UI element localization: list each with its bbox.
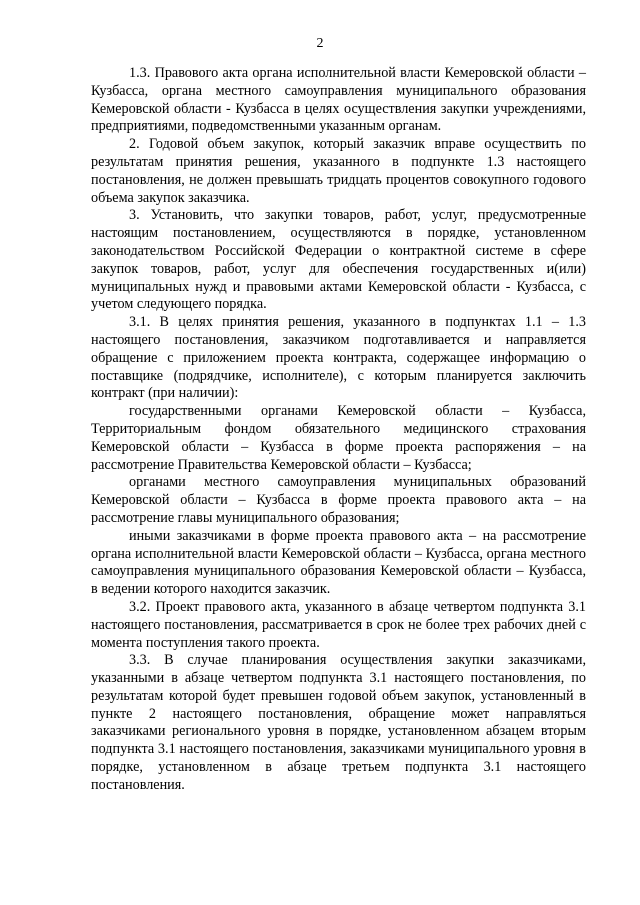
paragraph-3-2: 3.2. Проект правового акта, указанного в абзаце четвертом подпункта 3.1 настоящего постановления, рассматривается в срок не более трех рабочих дней с момента поступления такого проекта. <box>91 598 586 651</box>
document-body <box>91 65 586 795</box>
paragraph-3-1-state-bodies: государственными органами Кемеровской области – Кузбасса, Территориальным фондом обязательного медицинского страхования Кемеровской области – Кузбасса в форме проекта распоряжения – на рассмотрение Правительства Кемеровской области – Кузбасса; <box>91 403 586 473</box>
paragraph-1-3: 1.3. Правового акта органа исполнительной власти Кемеровской области – Кузбасса, органа местного самоуправления муниципального образования Кемеровской области - Кузбасса в целях осуществления закупки учреждениями, предприятиями, подведомственными указанным органам. <box>91 65 586 135</box>
paragraph-2: 2. Годовой объем закупок, который заказчик вправе осуществить по результатам принятия решения, указанного в подпункте 1.3 настоящего постановления, не должен превышать тридцать процентов совокупного годового объема закупок заказчика. <box>91 136 586 206</box>
page-number: 2 <box>316 36 324 51</box>
paragraph-3-3: 3.3. В случае планирования осуществления закупки заказчиками, указанными в абзаце четвертом подпункта 3.1 настоящего постановления, по результатам которой будет превышен годовой объем закупок, установленный в пункте 2 настоящего постановления, обращение может направляться заказчиками регионального уровня в порядке, установленном абзацем вторым подпункта 3.1 настоящего постановления, заказчиками муниципального уровня в порядке, установленном в абзаце третьем подпункта 3.1 настоящего постановления. <box>91 652 586 793</box>
paragraph-3-1-other-customers: иными заказчиками в форме проекта правового акта – на рассмотрение органа исполнительной власти Кемеровской области – Кузбасса, органа местного самоуправления муниципального образования Кемеровской области – Кузбасса, в ведении которого находится заказчик. <box>91 527 586 598</box>
paragraph-3: 3. Установить, что закупки товаров, работ, услуг, предусмотренные настоящим постановлением, осуществляются в порядке, установленном законодательством Российской Федерации о контрактной системе в сфере закупок товаров, работ, услуг для обеспечения государственных и(или) муниципальных нужд и правовыми актами Кемеровской области - Кузбасса, с учетом следующего порядка. <box>91 207 586 313</box>
paragraph-3-1: 3.1. В целях принятия решения, указанного в подпунктах 1.1 – 1.3 настоящего постановления, заказчиком подготавливается и направляется обращение с приложением проекта контракта, содержащее информацию о поставщике (подрядчике, исполнителе), с которым планируется заключить контракт (при наличии): <box>91 314 586 402</box>
paragraph-3-1-local-bodies: органами местного самоуправления муниципальных образований Кемеровской области – Кузбасса в форме проекта правового акта – на рассмотрение главы муниципального образования; <box>91 474 586 526</box>
